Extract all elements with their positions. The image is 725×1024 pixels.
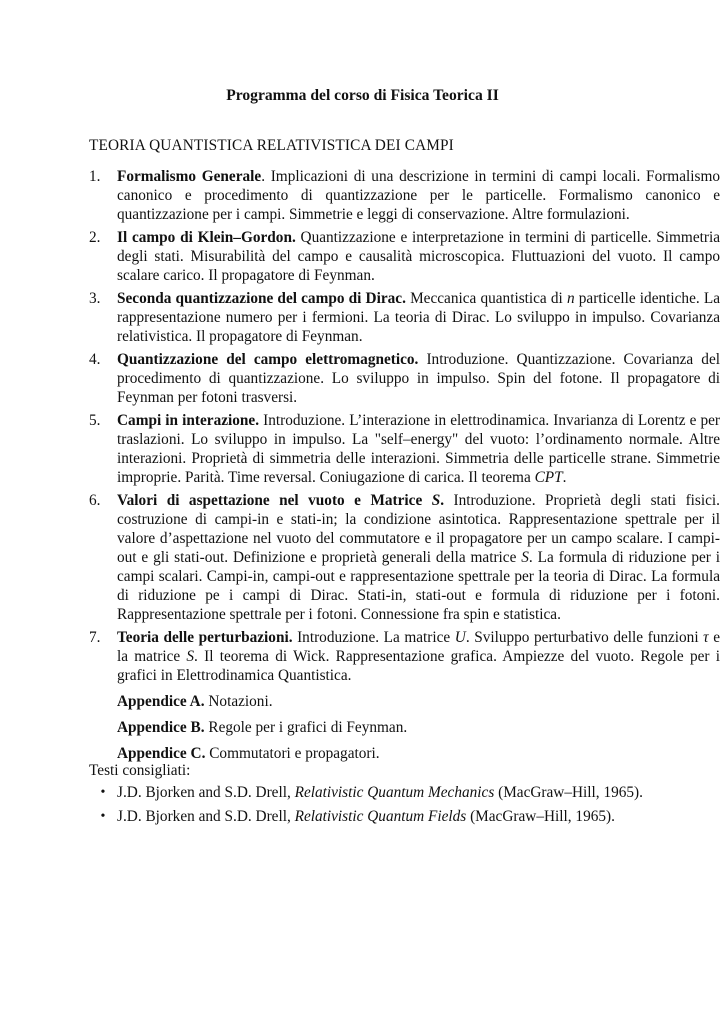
math-symbol: U	[454, 629, 466, 646]
math-symbol: S	[186, 648, 195, 665]
math-symbol: S	[521, 549, 529, 566]
reference-item	[89, 783, 709, 802]
item-number: 2.	[89, 229, 101, 246]
bullet-icon: •	[100, 809, 106, 824]
item-heading: Seconda quantizzazione del campo di Dirac.	[117, 290, 406, 307]
reference-authors: J.D. Bjorken and S.D. Drell,	[117, 784, 295, 801]
list-item	[89, 289, 720, 346]
reference-item	[89, 807, 709, 826]
item-body	[117, 228, 720, 285]
list-item	[89, 411, 720, 487]
item-number: 1.	[89, 168, 101, 185]
reference-authors: J.D. Bjorken and S.D. Drell,	[117, 808, 295, 825]
item-text: Quantizzazione e interpretazione in termini di particelle. Simmetria degli stati. Misurabilità del campo e causalità microscopica. Fluttuazioni del vuoto. Il campo scalare carico. Il propagatore di Feynman.	[117, 229, 721, 284]
item-text: Introduzione. Quantizzazione. Covarianza del procedimento di quantizzazione. Lo sviluppo in impulso. Spin del fotone. Il propagatore di Feynman per fotoni trasversi.	[117, 351, 720, 406]
item-number: 4.	[89, 351, 101, 368]
list-item	[89, 228, 720, 285]
item-text: . La formula di riduzione per i campi scalari. Campi-in, campi-out e rappresentazione spettrale per la teoria di Dirac. La formula di riduzione pe i campi di Dirac. Stati-in, stati-out e formula di riduzione per i fotoni. Rappresentazione spettrale per i fotoni. Connessione fra spin e statistica.	[117, 549, 720, 623]
item-body	[117, 350, 720, 407]
item-heading: Teoria delle perturbazioni.	[117, 629, 293, 646]
item-text: Implicazioni di una descrizione in termini di campi locali. Formalismo canonico e procedimento di quantizzazione per le particelle. Formalismo canonico e quantizzazione per i campi. Simmetrie e leggi di conservazione. Altre formulazioni.	[117, 168, 720, 223]
math-symbol: n	[566, 290, 575, 307]
math-symbol: S	[431, 492, 441, 509]
reference-title: Relativistic Quantum Mechanics	[294, 784, 495, 801]
appendix-a	[117, 692, 720, 711]
appendix-b	[117, 718, 720, 737]
item-body	[117, 411, 720, 487]
course-topics-list	[89, 167, 720, 763]
item-text: . Il teorema di Wick. Rappresentazione grafica. Ampiezze del vuoto. Regole per i grafici in Elettrodinamica Quantistica.	[117, 648, 720, 684]
item-heading: Quantizzazione del campo elettromagnetico.	[117, 351, 419, 368]
item-heading: Campi in interazione.	[117, 412, 260, 429]
math-symbol: CPT	[534, 469, 563, 486]
item-text: Meccanica quantistica di	[405, 290, 567, 307]
item-number: 7.	[89, 629, 101, 646]
appendix-label: Appendice C.	[117, 745, 206, 762]
bullet-icon: •	[100, 785, 106, 800]
references-heading: Testi consigliati:	[89, 762, 191, 779]
item-number: 6.	[89, 492, 101, 509]
item-text: Introduzione. Proprietà degli stati fisici. costruzione di campi-in e stati-in; la condizione asintotica. Rappresentazione spettrale per il valore d’aspettazione nel vuoto del commutatore e il propagatore per un campo scalare. I campi-out e gli stati-out. Definizione e proprietà generali della matrice	[117, 492, 720, 566]
item-number: 5.	[89, 412, 101, 429]
appendix-text: Regole per i grafici di Feynman.	[204, 719, 408, 736]
item-text: Introduzione. La matrice	[292, 629, 455, 646]
item-text: .	[562, 469, 567, 486]
references-list	[89, 783, 709, 831]
appendix-text: Notazioni.	[204, 693, 273, 710]
item-text: Introduzione. L’interazione in elettrodinamica. Invarianza di Lorentz e per traslazioni. Lo sviluppo in impulso. La "self–energy" del vuoto: l’ordinamento normale. Altre interazioni. Proprietà di simmetria delle interazioni. Simmetria delle particelle strane. Simmetrie improprie. Parità. Time reversal. Coniugazione di carica. Il teorema	[117, 412, 720, 486]
item-heading-text: Valori di aspettazione nel vuoto e Matrice	[117, 492, 432, 509]
reference-text	[117, 783, 643, 802]
appendix-text: Commutatori e propagatori.	[205, 745, 380, 762]
section-heading: TEORIA QUANTISTICA RELATIVISTICA DEI CAMPI	[89, 137, 454, 154]
item-number: 3.	[89, 290, 101, 307]
appendix-label: Appendice A.	[117, 693, 205, 710]
item-body	[117, 628, 720, 685]
page-title: Programma del corso di Fisica Teorica II	[226, 87, 499, 104]
item-heading	[117, 492, 444, 509]
math-symbol: τ	[703, 629, 709, 646]
reference-publisher: (MacGraw–Hill, 1965).	[466, 808, 615, 825]
item-body	[117, 491, 720, 624]
list-item	[89, 167, 720, 224]
item-text: particelle identiche. La rappresentazione numero per i fermioni. La teoria di Dirac. Lo sviluppo in impulso. Covarianza relativistica. Il propagatore di Feynman.	[117, 290, 720, 345]
item-heading: Formalismo Generale	[117, 168, 262, 185]
item-heading-suffix: .	[261, 168, 266, 185]
list-item	[89, 350, 720, 407]
item-body	[117, 167, 720, 224]
reference-title: Relativistic Quantum Fields	[294, 808, 467, 825]
reference-publisher: (MacGraw–Hill, 1965).	[494, 784, 643, 801]
item-text: . Sviluppo perturbativo delle funzioni	[465, 629, 704, 646]
list-item	[89, 491, 720, 624]
item-text: e la matrice	[117, 629, 720, 665]
appendix-label: Appendice B.	[117, 719, 205, 736]
item-heading: Il campo di Klein–Gordon.	[117, 229, 296, 246]
item-heading-suffix: .	[440, 492, 445, 509]
list-item	[89, 628, 720, 685]
appendix-c	[117, 744, 720, 763]
item-body	[117, 289, 720, 346]
reference-text	[117, 807, 615, 826]
